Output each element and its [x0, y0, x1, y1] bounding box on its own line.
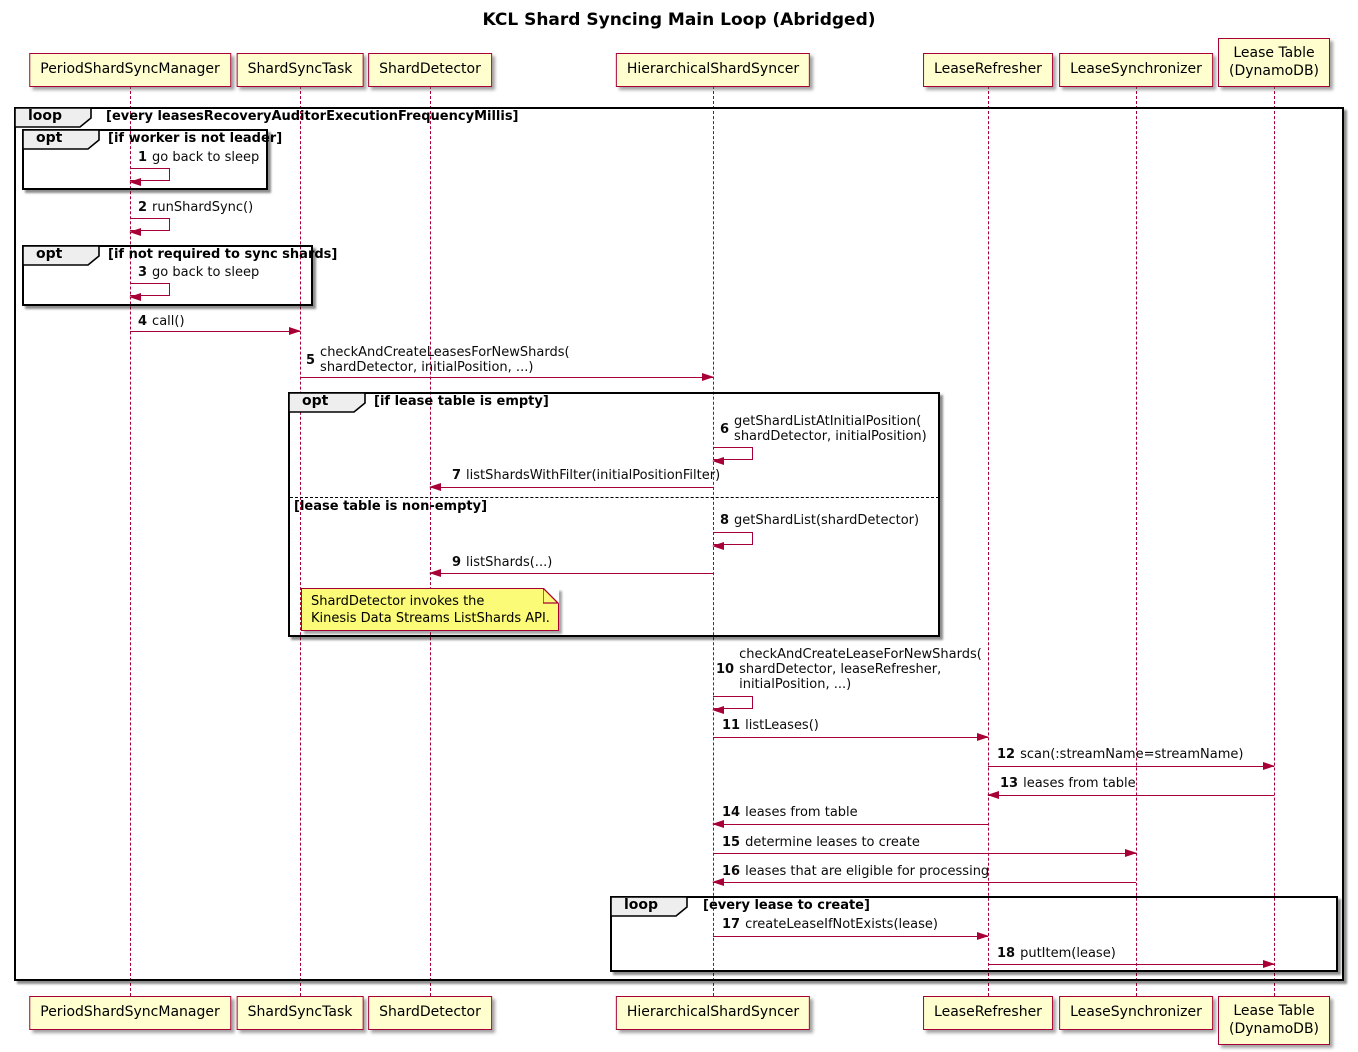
- participant-label: HierarchicalShardSyncer: [626, 61, 800, 78]
- arrowhead-icon: [712, 706, 724, 714]
- message-7-label: [452, 468, 720, 483]
- message-3-label: [138, 265, 259, 280]
- message-text: go back to sleep: [152, 265, 260, 280]
- arrowhead-icon: [977, 932, 989, 940]
- message-number: 4: [138, 314, 148, 329]
- participant-label: LeaseRefresher: [934, 61, 1042, 78]
- note: [301, 588, 559, 631]
- participant-label: (DynamoDB): [1228, 62, 1320, 79]
- arrowhead-icon: [712, 820, 724, 828]
- else-divider: [290, 497, 939, 498]
- message-text: determine leases to create: [745, 835, 920, 850]
- message-6-label: [720, 414, 927, 444]
- message-text: getShardList(shardDetector): [734, 513, 920, 528]
- arrowhead-icon: [129, 178, 141, 186]
- arrowhead-icon: [977, 733, 989, 741]
- participant-label: ShardSyncTask: [247, 1004, 353, 1021]
- participant-label: Lease Table: [1233, 45, 1315, 61]
- participant-bottom-shard-sync-task: [237, 996, 364, 1030]
- message-text: leases that are eligible for processing: [745, 864, 990, 879]
- message-11-arrow: [713, 737, 988, 738]
- frame-tab-label: opt: [36, 130, 63, 146]
- participant-label: ShardSyncTask: [247, 61, 353, 78]
- participant-label: ShardDetector: [379, 1004, 481, 1021]
- participant-label: (DynamoDB): [1228, 1020, 1320, 1037]
- participant-bottom-shard-detector: [368, 996, 492, 1030]
- message-number: 2: [138, 200, 148, 215]
- message-18-label: [997, 946, 1116, 961]
- participant-bottom-lease-refresher: [923, 996, 1053, 1030]
- message-2-self-arrow: [130, 218, 170, 231]
- message-14-label: [722, 805, 858, 820]
- participant-top-shard-sync-task: [237, 53, 364, 87]
- message-18-arrow: [988, 964, 1274, 965]
- message-5-label: [306, 345, 570, 375]
- outer-loop-tab: [14, 107, 92, 128]
- inner-loop-tab: [610, 896, 688, 917]
- message-text: call(): [152, 314, 185, 329]
- participant-label: Lease Table: [1233, 1003, 1315, 1019]
- message-number: 12: [997, 747, 1016, 762]
- arrowhead-icon: [429, 569, 441, 577]
- participant-top-shard-detector: [368, 53, 492, 87]
- arrowhead-icon: [429, 483, 441, 491]
- message-5-arrow: [300, 377, 713, 378]
- message-14-arrow: [713, 824, 988, 825]
- arrowhead-icon: [1263, 960, 1275, 968]
- note-text-line: Kinesis Data Streams ListShards API.: [311, 611, 550, 626]
- opt-lease-table-empty-tab: [288, 392, 366, 413]
- message-number: 1: [138, 150, 148, 165]
- participant-top-lease-synchronizer: [1059, 53, 1213, 87]
- arrowhead-icon: [712, 457, 724, 465]
- message-text: runShardSync(): [152, 200, 254, 215]
- opt-not-required-sync-condition: [if not required to sync shards]: [108, 247, 338, 262]
- message-text: leases from table: [745, 805, 858, 820]
- message-text-line: checkAndCreateLeaseForNewShards(: [739, 647, 982, 662]
- participant-top-lease-table: [1218, 38, 1330, 87]
- frame-tab-label: loop: [624, 897, 659, 913]
- message-number: 5: [306, 352, 316, 368]
- message-number: 8: [720, 513, 730, 528]
- message-10-label: [716, 647, 982, 692]
- message-7-arrow: [430, 487, 713, 488]
- message-13-label: [1000, 776, 1136, 791]
- participant-label: LeaseSynchronizer: [1070, 61, 1202, 78]
- message-number: 16: [722, 864, 741, 879]
- participant-label: PeriodShardSyncManager: [40, 1004, 220, 1021]
- participant-label: LeaseSynchronizer: [1070, 1004, 1202, 1021]
- message-number: 7: [452, 468, 462, 483]
- arrowhead-icon: [129, 293, 141, 301]
- message-number: 17: [722, 917, 741, 932]
- else-divider-label: [lease table is non-empty]: [294, 499, 488, 514]
- message-text: createLeaseIfNotExists(lease): [745, 917, 938, 932]
- arrowhead-icon: [712, 878, 724, 886]
- message-4-label: [138, 314, 185, 329]
- message-12-label: [997, 747, 1243, 762]
- arrowhead-icon: [702, 373, 714, 381]
- message-text-line: checkAndCreateLeasesForNewShards(: [320, 345, 570, 360]
- participant-label: ShardDetector: [379, 61, 481, 78]
- frame-tab-label: loop: [28, 108, 63, 124]
- participant-label: LeaseRefresher: [934, 1004, 1042, 1021]
- message-number: 10: [716, 662, 735, 677]
- message-text-line: getShardListAtInitialPosition(: [734, 414, 922, 429]
- message-6-self-arrow: [713, 447, 753, 460]
- message-8-self-arrow: [713, 532, 753, 545]
- message-16-arrow: [713, 882, 1136, 883]
- message-text-line: initialPosition, ...): [739, 677, 852, 692]
- message-10-self-arrow: [713, 696, 753, 709]
- message-2-label: [138, 200, 253, 215]
- message-text: go back to sleep: [152, 150, 260, 165]
- arrowhead-icon: [1263, 762, 1275, 770]
- participant-top-period-shard-sync-manager: [29, 53, 231, 87]
- message-number: 18: [997, 946, 1016, 961]
- message-text: listLeases(): [745, 718, 819, 733]
- message-8-label: [720, 513, 919, 528]
- arrowhead-icon: [289, 327, 301, 335]
- message-17-label: [722, 917, 938, 932]
- diagram-title: KCL Shard Syncing Main Loop (Abridged): [482, 10, 876, 30]
- message-13-arrow: [988, 795, 1274, 796]
- note-text-line: ShardDetector invokes the: [311, 594, 485, 609]
- opt-worker-not-leader-condition: [if worker is not leader]: [108, 131, 283, 146]
- arrowhead-icon: [712, 542, 724, 550]
- message-text: scan(:streamName=streamName): [1020, 747, 1244, 762]
- opt-lease-table-empty-condition: [if lease table is empty]: [374, 394, 549, 409]
- frame-tab-label: opt: [36, 246, 63, 262]
- message-number: 9: [452, 555, 462, 570]
- message-4-arrow: [130, 331, 300, 332]
- participant-bottom-period-shard-sync-manager: [29, 996, 231, 1030]
- frame-tab-label: opt: [302, 393, 329, 409]
- participant-bottom-hierarchical-shard-syncer: [616, 996, 810, 1030]
- message-text: listShards(...): [466, 555, 553, 570]
- message-17-arrow: [713, 936, 988, 937]
- message-1-label: [138, 150, 259, 165]
- message-number: 3: [138, 265, 148, 280]
- message-1-self-arrow: [130, 168, 170, 181]
- message-number: 15: [722, 835, 741, 850]
- message-9-label: [452, 555, 552, 570]
- message-text-line: shardDetector, initialPosition): [734, 429, 927, 444]
- message-text-line: shardDetector, leaseRefresher,: [739, 662, 942, 677]
- message-15-label: [722, 835, 920, 850]
- message-15-arrow: [713, 853, 1136, 854]
- message-16-label: [722, 864, 989, 879]
- participant-bottom-lease-synchronizer: [1059, 996, 1213, 1030]
- note-fold-icon: [543, 588, 559, 604]
- participant-top-lease-refresher: [923, 53, 1053, 87]
- message-9-arrow: [430, 573, 713, 574]
- message-text: putItem(lease): [1020, 946, 1116, 961]
- message-3-self-arrow: [130, 283, 170, 296]
- message-number: 6: [720, 421, 730, 437]
- arrowhead-icon: [1125, 849, 1137, 857]
- arrowhead-icon: [987, 791, 999, 799]
- opt-not-required-sync-tab: [22, 245, 100, 266]
- participant-label: PeriodShardSyncManager: [40, 61, 220, 78]
- message-11-label: [722, 718, 819, 733]
- arrowhead-icon: [129, 228, 141, 236]
- message-text-line: shardDetector, initialPosition, ...): [320, 360, 534, 375]
- message-12-arrow: [988, 766, 1274, 767]
- message-number: 11: [722, 718, 741, 733]
- participant-bottom-lease-table: [1218, 996, 1330, 1045]
- message-text: leases from table: [1023, 776, 1136, 791]
- participant-top-hierarchical-shard-syncer: [616, 53, 810, 87]
- participant-label: HierarchicalShardSyncer: [626, 1004, 800, 1021]
- opt-worker-not-leader-tab: [22, 129, 100, 150]
- inner-loop-condition: [every lease to create]: [703, 898, 870, 913]
- message-number: 14: [722, 805, 741, 820]
- message-number: 13: [1000, 776, 1019, 791]
- outer-loop-condition: [every leasesRecoveryAuditorExecutionFrequencyMillis]: [106, 109, 519, 124]
- message-text: listShardsWithFilter(initialPositionFilter): [466, 468, 721, 483]
